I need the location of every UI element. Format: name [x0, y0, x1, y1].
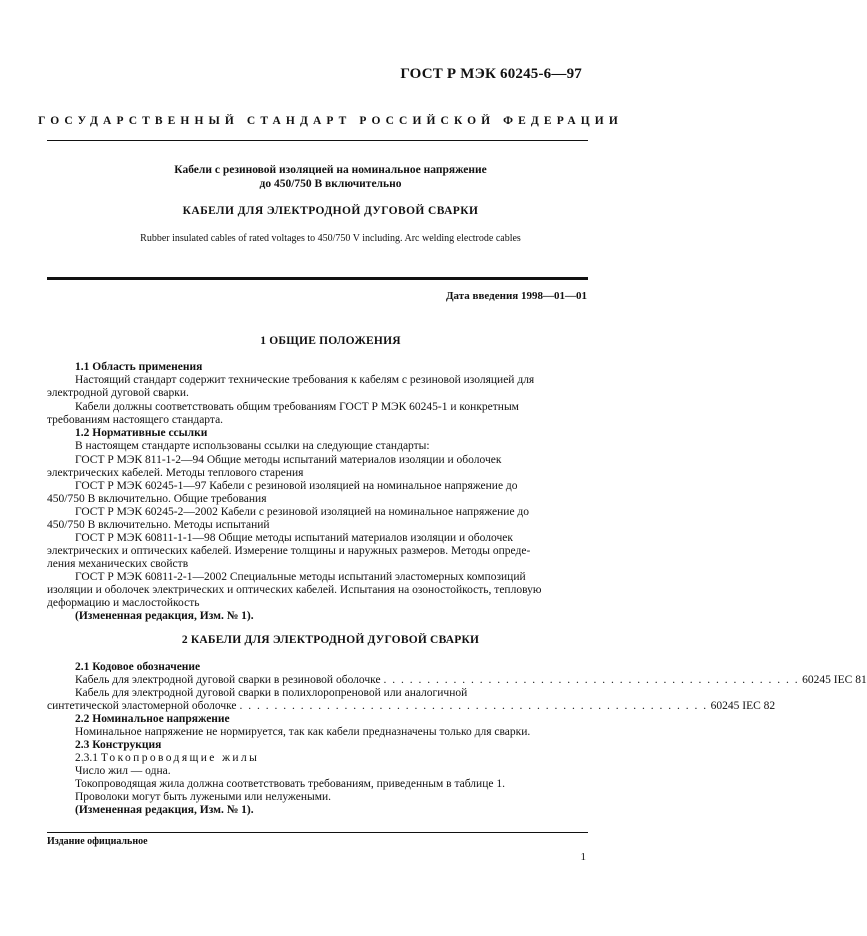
standard-code: ГОСТ Р МЭК 60245-6—97	[400, 66, 582, 82]
code-designation-pcp-line-2	[47, 700, 776, 713]
subtitle-line-2: до 450/750 В включительно	[259, 178, 402, 190]
paragraph-scope-line-1-text: Настоящий стандарт содержит технические требования к кабелям с резиновой изоляцией для	[75, 374, 535, 386]
official-edition-label: Издание официальное	[47, 836, 148, 847]
reference-1-line-1: ГОСТ Р МЭК 811-1-2—94 Общие методы испытаний материалов изоляции и оболочек	[75, 454, 502, 466]
english-title: Rubber insulated cables of rated voltages to 450/750 V including. Arc welding electrode cables	[140, 233, 521, 244]
references-intro: В настоящем стандарте использованы ссылки на следующие стандарты:	[75, 440, 430, 452]
code-designation-rubber	[75, 674, 867, 687]
cores-count-text: Число жил — одна.	[75, 765, 171, 777]
subsection-2-1-heading: 2.1 Кодовое обозначение	[75, 661, 201, 673]
reference-2-line-1: ГОСТ Р МЭК 60245-1—97 Кабели с резиновой изоляцией на номинальное напряжение до	[75, 480, 518, 492]
subsection-2-2-heading: 2.2 Номинальное напряжение	[75, 713, 230, 725]
code-rubber-value: 60245 IEC 81	[802, 674, 867, 686]
amendment-note-1: (Измененная редакция, Изм. № 1).	[75, 610, 254, 622]
reference-2-line-2: 450/750 В включительно. Общие требования	[47, 493, 267, 505]
reference-4-line-1: ГОСТ Р МЭК 60811-1-1—98 Общие методы испытаний материалов изоляции и оболочек	[75, 532, 513, 544]
conductor-requirement-text: Токопроводящая жила должна соответствовать требованиям, приведенным в таблице 1.	[75, 778, 505, 790]
reference-3-line-2: 450/750 В включительно. Методы испытаний	[47, 519, 270, 531]
reference-3-line-1: ГОСТ Р МЭК 60245-2—2002 Кабели с резиновой изоляцией на номинальное напряжение до	[75, 506, 530, 518]
reference-4-line-3: ления механических свойств	[47, 558, 189, 570]
reference-1-line-2: электрических кабелей. Методы теплового старения	[47, 467, 304, 479]
header-divider	[47, 140, 588, 141]
dot-leader: . . . . . . . . . . . . . . . . . . . . . . . . . . . . . . . . . . . . . . . . . . . . . . . .	[383, 674, 800, 686]
amendment-note-2: (Измененная редакция, Изм. № 1).	[75, 804, 254, 816]
footer-divider	[47, 832, 588, 833]
subsection-2-3-heading: 2.3 Конструкция	[75, 739, 162, 751]
code-rubber-text: Кабель для электродной дуговой сварки в резиновой оболочке	[75, 674, 381, 686]
reference-5-line-2: изоляции и оболочек электрических и оптических кабелей. Испытания на озоностойкость, тепловую	[47, 584, 542, 596]
subsection-2-3-1-number: 2.3.1	[75, 752, 98, 764]
dot-leader: . . . . . . . . . . . . . . . . . . . . . . . . . . . . . . . . . . . . . . . . . . . . . . . . . . . . . .	[239, 700, 708, 712]
introduction-date: Дата введения 1998—01—01	[445, 290, 587, 302]
reference-4-line-2: электрических и оптических кабелей. Измерение толщины и наружных размеров. Методы опреде-	[47, 545, 531, 557]
paragraph-requirements-line-1: Кабели должны соответствовать общим требованиям ГОСТ Р МЭК 60245-1 и конкретным	[75, 401, 519, 413]
code-pcp-text: синтетической эластомерной оболочке	[47, 700, 237, 712]
section-1-heading: 1 ОБЩИЕ ПОЛОЖЕНИЯ	[260, 335, 401, 347]
code-designation-pcp-line-1: Кабель для электродной дуговой сварки в полихлоропреновой или аналогичной	[75, 687, 468, 699]
voltage-text: Номинальное напряжение не нормируется, так как кабели предназначены только для сварки.	[75, 726, 531, 738]
document-title: КАБЕЛИ ДЛЯ ЭЛЕКТРОДНОЙ ДУГОВОЙ СВАРКИ	[182, 205, 479, 217]
title-divider	[47, 277, 588, 280]
subsection-2-3-1-heading	[75, 752, 259, 765]
section-2-heading: 2 КАБЕЛИ ДЛЯ ЭЛЕКТРОДНОЙ ДУГОВОЙ СВАРКИ	[181, 634, 480, 646]
wires-text: Проволоки могут быть лужеными или нелужеными.	[75, 791, 332, 803]
paragraph-requirements-line-2: требованиям настоящего стандарта.	[47, 414, 224, 426]
paragraph-scope-line-1	[75, 374, 588, 387]
page-number: 1	[580, 851, 586, 863]
paragraph-scope-line-2: электродной дуговой сварки.	[47, 387, 189, 399]
state-standard-title: ГОСУДАРСТВЕННЫЙ СТАНДАРТ РОССИЙСКОЙ ФЕДЕРАЦИИ	[38, 115, 623, 127]
code-pcp-value: 60245 IEC 82	[710, 700, 776, 712]
subsection-2-3-1-title: Токопроводящие жилы	[100, 752, 260, 764]
subsection-1-1-heading: 1.1 Область применения	[75, 361, 203, 373]
subsection-1-2-heading: 1.2 Нормативные ссылки	[75, 427, 208, 439]
subtitle-line-1: Кабели с резиновой изоляцией на номинальное напряжение	[174, 164, 487, 176]
reference-5-line-1: ГОСТ Р МЭК 60811-2-1—2002 Специальные методы испытаний эластомерных композиций	[75, 571, 526, 583]
reference-5-line-3: деформацию и маслостойкость	[47, 597, 200, 609]
